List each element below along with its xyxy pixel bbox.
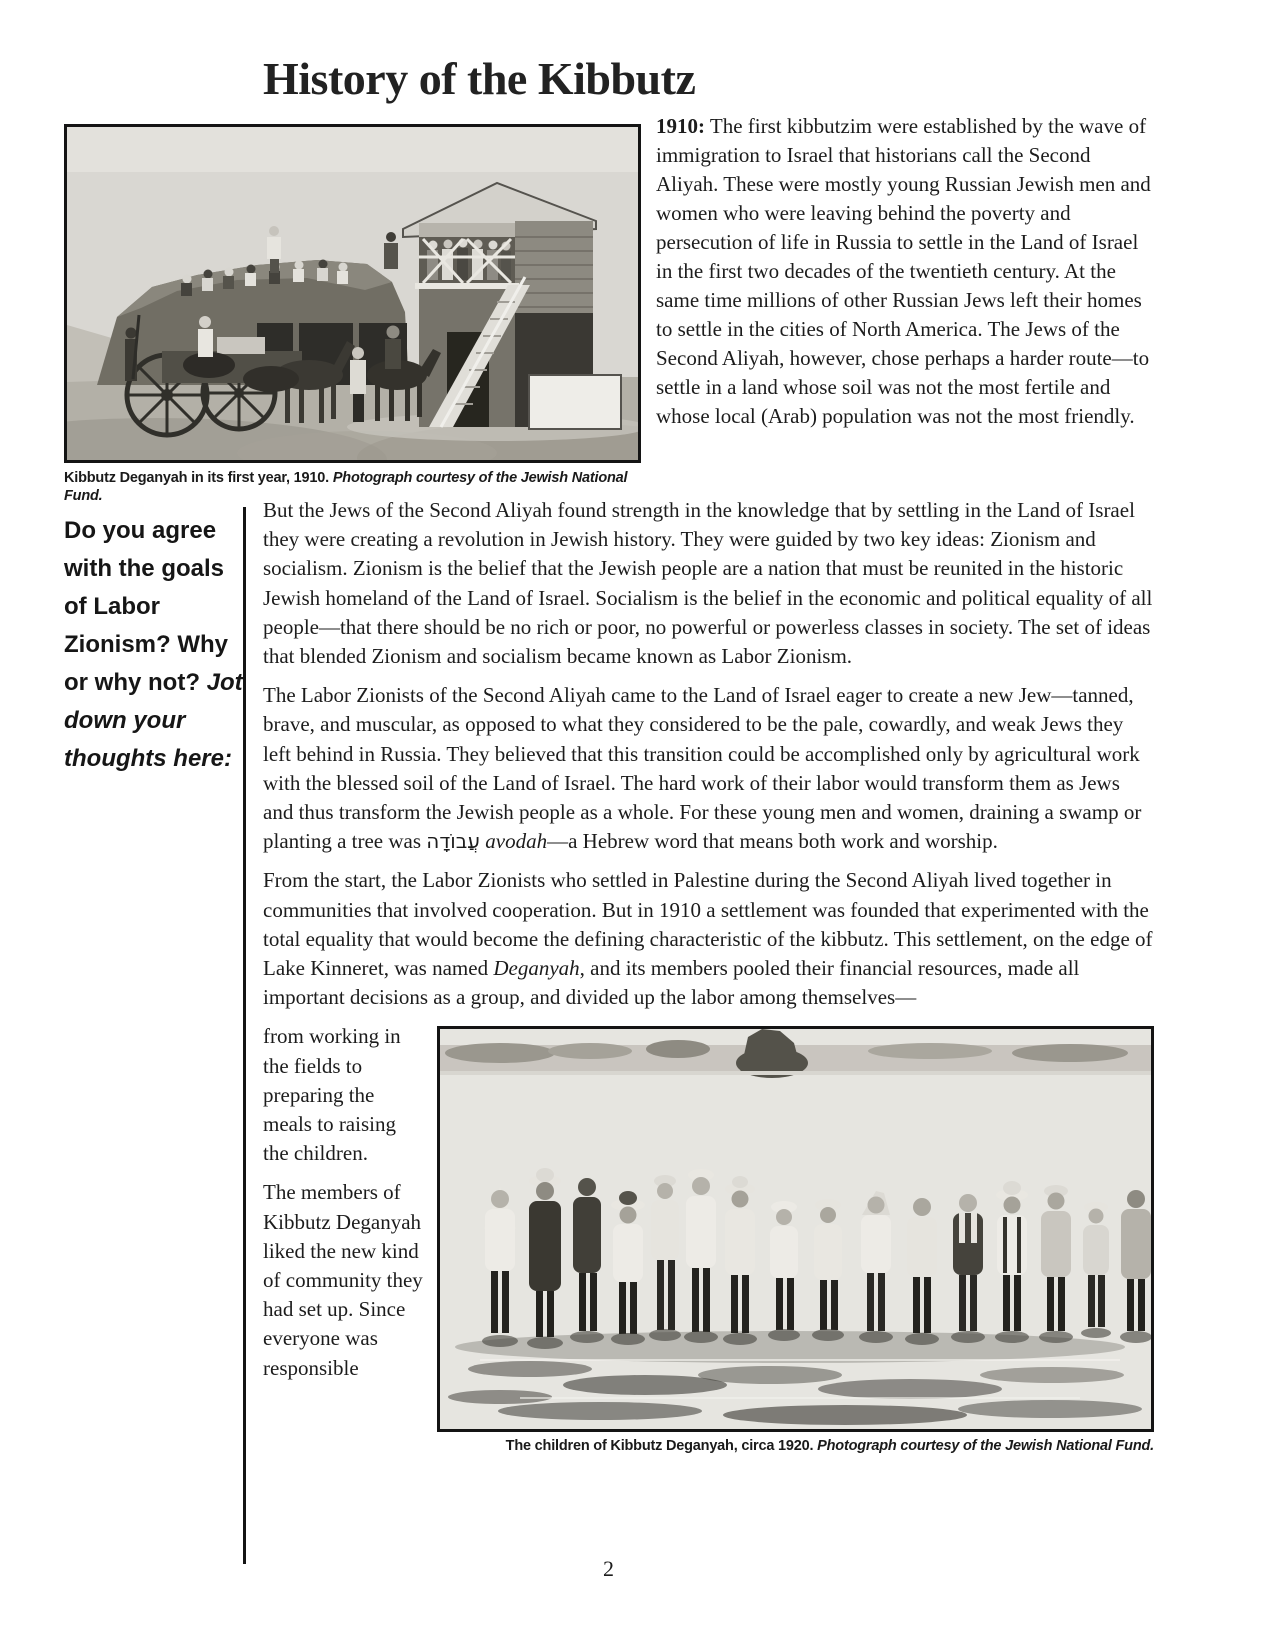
body-paragraph-4: from working in the fields to preparing the meals to raising the children. bbox=[263, 1024, 401, 1166]
hebrew-word-avodah: עֲבוֹדָה bbox=[426, 829, 480, 854]
body-paragraph-1: But the Jews of the Second Aliyah found strength in the knowledge that by settling in the Land of Israel they were creating a revolution in Jewish history. They were guided by two key ideas: Zionism and socialism. Zionism is the belief that the Jewish people are a nation that must be reunited in the historic Jewish homeland of the Land of Israel. Socialism is the belief in the economic and political equality of all people—that there should be no rich or poor, no powerful or powerless classes in society. The set of ideas that blended Zionism and socialism became known as Labor Zionism. bbox=[263, 498, 1153, 669]
bottom-photo-figure bbox=[437, 1026, 1154, 1455]
bottom-photo-caption-text: The children of Kibbutz Deganyah, circa 1920. bbox=[505, 1438, 818, 1455]
body-paragraph-5: The members of Kibbutz Deganyah liked the new kind of community they had set up. Since everyone was responsible bbox=[263, 1180, 423, 1380]
top-photo-caption-credit: Photograph courtesy of the Jewish National Fund. bbox=[64, 470, 628, 505]
body-paragraph-2-end: —a Hebrew word that means both work and worship. bbox=[547, 829, 998, 854]
column-divider-rule bbox=[243, 507, 246, 1564]
intro-text: The first kibbutzim were established by the wave of immigration to Israel that historians call the Second Aliyah. These were mostly young Russian Jewish men and women who were leaving behind the poverty and persecution of life in Russia to settle in the Land of Israel in the first two decades of the twentieth century. At the same time millions of other Russian Jews left their homes to settle in the cities of North America. The Jews of the Second Aliyah, however, chose perhaps a harder route—to settle in a land whose soil was not the most fertile and whose local (Arab) population was not the most friendly. bbox=[656, 114, 1151, 428]
bottom-photo-caption-credit: Photograph courtesy of the Jewish National Fund. bbox=[817, 1438, 1154, 1455]
farm-building-photo-image bbox=[67, 127, 638, 460]
body-paragraph-3-text: From the start, the Labor Zionists who settled in Palestine during the Second Aliyah lived together in communities that involved cooperation. But in 1910 a settlement was founded that experimented with the total equality that would become the defining characteristic of the kibbutz. This settlement, on the edge of Lake Kinneret, was named bbox=[263, 868, 1153, 981]
intro-paragraph bbox=[656, 112, 1155, 431]
intro-year-lead: 1910: bbox=[656, 114, 705, 138]
top-photo-caption-text: Kibbutz Deganyah in its first year, 1910. bbox=[64, 470, 333, 486]
bottom-photo-caption bbox=[437, 1437, 1154, 1455]
sidebar-prompt bbox=[64, 512, 244, 778]
top-photo-figure bbox=[64, 124, 641, 505]
top-photo bbox=[64, 124, 641, 463]
deganyah-name: Deganyah bbox=[493, 956, 580, 981]
body-paragraph-2-text: The Labor Zionists of the Second Aliyah came to the Land of Israel eager to create a new Jew—tanned, brave, and muscular, as opposed to what they considered to be the pale, cowardly, and weak Jews they left behind in Russia. They believed that this transition could be accomplished only by agricultural work with the blessed soil of the Land of Israel. The hard work of their labor would transform them as Jews and thus transform the Jewish people as a whole. For these young men and women, draining a swamp or planting a tree was bbox=[263, 683, 1142, 854]
sidebar-prompt-instruction: Jot down your thoughts here: bbox=[64, 669, 243, 772]
main-text-column bbox=[263, 496, 1154, 1456]
children-in-lake-photo-image bbox=[440, 1029, 1151, 1429]
page-title: History of the Kibbutz bbox=[263, 53, 696, 104]
transliteration-avodah: avodah bbox=[480, 829, 548, 854]
page-number: 2 bbox=[603, 1556, 614, 1581]
body-paragraph-3 bbox=[263, 866, 1154, 1012]
body-paragraph-2 bbox=[263, 681, 1154, 856]
body-paragraph-3-end: , and its members pooled their financial resources, made all important decisions as a group, and divided up the labor among themselves— bbox=[263, 956, 1080, 1010]
bottom-photo bbox=[437, 1026, 1154, 1432]
sidebar-prompt-question: Do you agree with the goals of Labor Zionism? Why or why not? bbox=[64, 517, 228, 696]
